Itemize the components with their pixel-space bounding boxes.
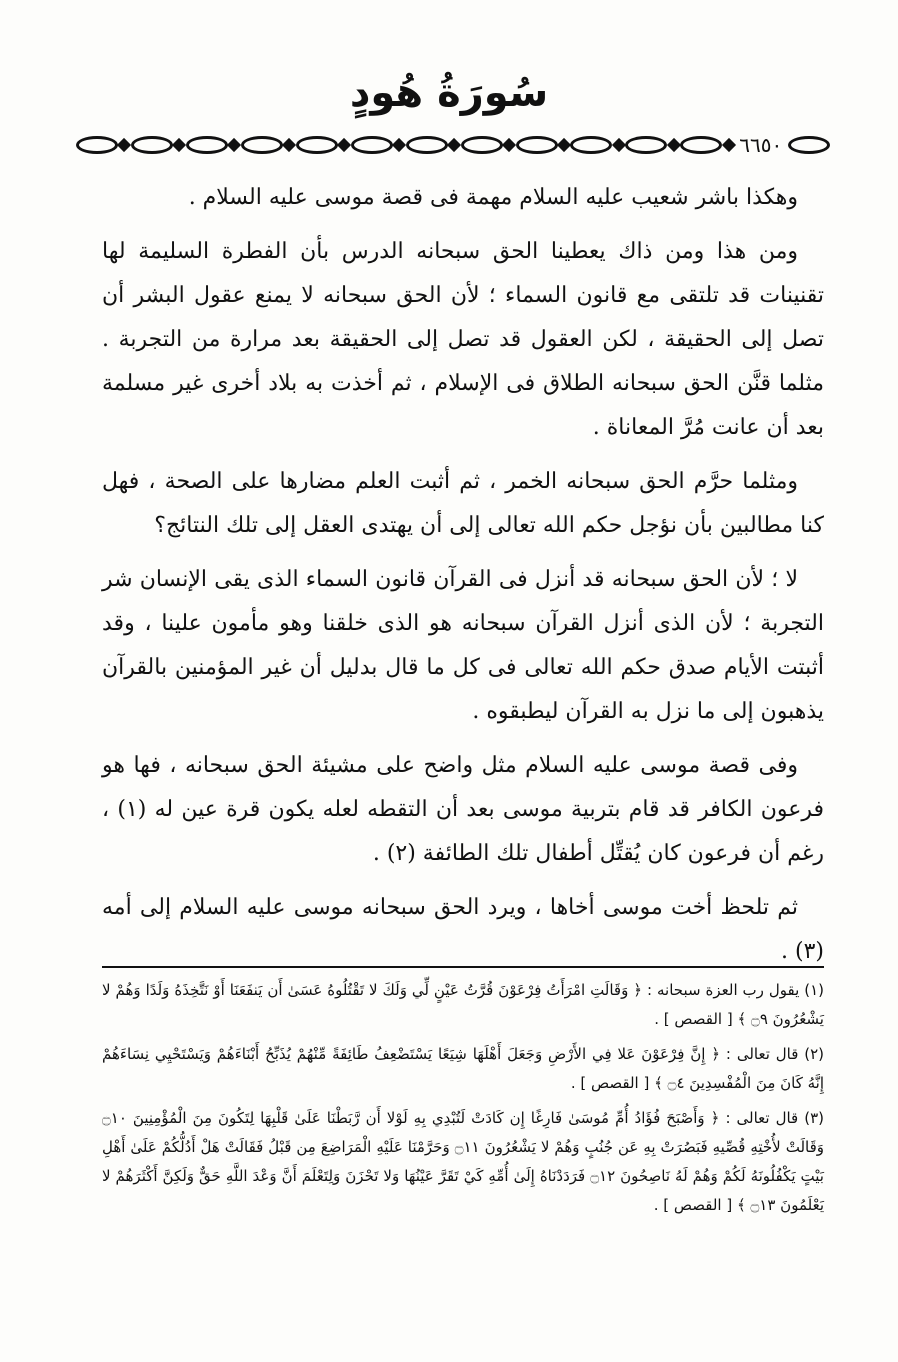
ornament-oval-icon — [76, 136, 118, 154]
ornament-oval-icon — [516, 136, 558, 154]
ornament-diamond-icon — [667, 138, 681, 152]
ornament-diamond-icon — [392, 138, 406, 152]
ornament-diamond-icon — [557, 138, 571, 152]
ornament-oval-icon — [351, 136, 393, 154]
ornament-diamond-icon — [447, 138, 461, 152]
ornament-oval-icon — [186, 136, 228, 154]
paragraph: لا ؛ لأن الحق سبحانه قد أنزل فى القرآن قانون السماء الذى يقى الإنسان شر التجربة ؛ لأن الذى أنزل القرآن سبحانه هو الذى خلقنا وهو مأمون علينا ، وقد أثبتت الأيام صدق حكم الله تعالى فى كل ما قال بدليل أن غير المؤمنين بالقرآن يذهبون إلى ما نزل به القرآن ليطبقوه . — [102, 567, 824, 724]
ornament-oval-icon — [788, 136, 830, 154]
footnotes — [102, 976, 824, 1226]
footnote-divider — [102, 966, 824, 968]
ornamental-border — [76, 128, 830, 162]
footnote: (١) يقول رب العزة سبحانه : ﴿ وَقَالَتِ امْرَأَتُ فِرْعَوْنَ قُرَّتُ عَيْنٍ لِّي وَلَكَ لا تَقْتُلُوهُ عَسَىٰ أَن يَنفَعَنَا أَوْ نَتَّخِذَهُ وَلَدًا وَهُمْ لا يَشْعُرُونَ ۝٩ ﴾ [ القصص ] . — [102, 981, 824, 1028]
page-number: ٦٦٥٠ — [739, 133, 783, 157]
paragraph: ثم تلحظ أخت موسى أخاها ، ويرد الحق سبحانه موسى عليه السلام إلى أمه (٣) . — [102, 895, 824, 964]
ornament-diamond-icon — [612, 138, 626, 152]
ornament-oval-icon — [625, 136, 667, 154]
ornament-diamond-icon — [722, 138, 736, 152]
ornament-oval-icon — [461, 136, 503, 154]
paragraph: وهكذا باشر شعيب عليه السلام مهمة فى قصة موسى عليه السلام . — [188, 185, 798, 210]
ornament-oval-icon — [131, 136, 173, 154]
main-text — [102, 176, 824, 984]
ornament-oval-icon — [241, 136, 283, 154]
footnote: (٢) قال تعالى : ﴿ إِنَّ فِرْعَوْنَ عَلا فِي الأَرْضِ وَجَعَلَ أَهْلَهَا شِيَعًا يَسْتَضْعِفُ طَائِفَةً مِّنْهُمْ يُذَبِّحُ أَبْنَاءَهُمْ وَيَسْتَحْيِي نِسَاءَهُمْ إِنَّهُ كَانَ مِنَ الْمُفْسِدِينَ ۝٤ ﴾ [ القصص ] . — [102, 1045, 824, 1092]
ornament-diamond-icon — [502, 138, 516, 152]
ornament-diamond-icon — [117, 138, 131, 152]
ornament-diamond-icon — [227, 138, 241, 152]
ornament-diamond-icon — [282, 138, 296, 152]
ornament-oval-icon — [406, 136, 448, 154]
ornament-diamond-icon — [172, 138, 186, 152]
ornament-diamond-icon — [337, 138, 351, 152]
ornament-oval-icon — [570, 136, 612, 154]
surah-title: سُورَةُ هُودٍ — [349, 70, 549, 116]
paragraph: ومن هذا ومن ذاك يعطينا الحق سبحانه الدرس بأن الفطرة السليمة لها تقنينات قد تلتقى مع قانون السماء ؛ لأن الحق سبحانه لا يمنع عقول البشر أن تصل إلى الحقيقة ، لكن العقول قد تصل إلى الحقيقة بعد مرارة من التجربة . مثلما قنَّن الحق سبحانه الطلاق فى الإسلام ، ثم أخذت به بلاد أخرى غير مسلمة بعد أن عانت مُرَّ المعاناة . — [102, 239, 824, 440]
ornament-oval-icon — [296, 136, 338, 154]
paragraph: وفى قصة موسى عليه السلام مثل واضح على مشيئة الحق سبحانه ، فها هو فرعون الكافر قد قام بتربية موسى بعد أن التقطه لعله يكون قرة عين له (١) ، رغم أن فرعون كان يُقتِّل أطفال تلك الطائفة (٢) . — [102, 753, 824, 866]
paragraph: ومثلما حرَّم الحق سبحانه الخمر ، ثم أثبت العلم مضارها على الصحة ، فهل كنا مطالبين بأن نؤجل حكم الله تعالى إلى أن يهتدى العقل إلى تلك النتائج؟ — [102, 469, 824, 538]
footnote: (٣) قال تعالى : ﴿ وَأَصْبَحَ فُؤَادُ أُمِّ مُوسَىٰ فَارِغًا إِن كَادَتْ لَتُبْدِي بِهِ لَوْلا أَن رَّبَطْنَا عَلَىٰ قَلْبِهَا لِتَكُونَ مِنَ الْمُؤْمِنِينَ ۝١٠ وَقَالَتْ لأُخْتِهِ قُصِّيهِ فَبَصُرَتْ بِهِ عَن جُنُبٍ وَهُمْ لا يَشْعُرُونَ ۝١١ وَحَرَّمْنَا عَلَيْهِ الْمَرَاضِعَ مِن قَبْلُ فَقَالَتْ هَلْ أَدُلُّكُمْ عَلَىٰ أَهْلِ بَيْتٍ يَكْفُلُونَهُ لَكُمْ وَهُمْ لَهُ نَاصِحُونَ ۝١٢ فَرَدَدْنَاهُ إِلَىٰ أُمِّهِ كَيْ تَقَرَّ عَيْنُهَا وَلا تَحْزَنَ وَلِتَعْلَمَ أَنَّ وَعْدَ اللَّهِ حَقٌّ وَلَكِنَّ أَكْثَرَهُمْ لا يَعْلَمُونَ ۝١٣ ﴾ [ القصص ] . — [102, 1109, 824, 1214]
ornament-oval-icon — [680, 136, 722, 154]
